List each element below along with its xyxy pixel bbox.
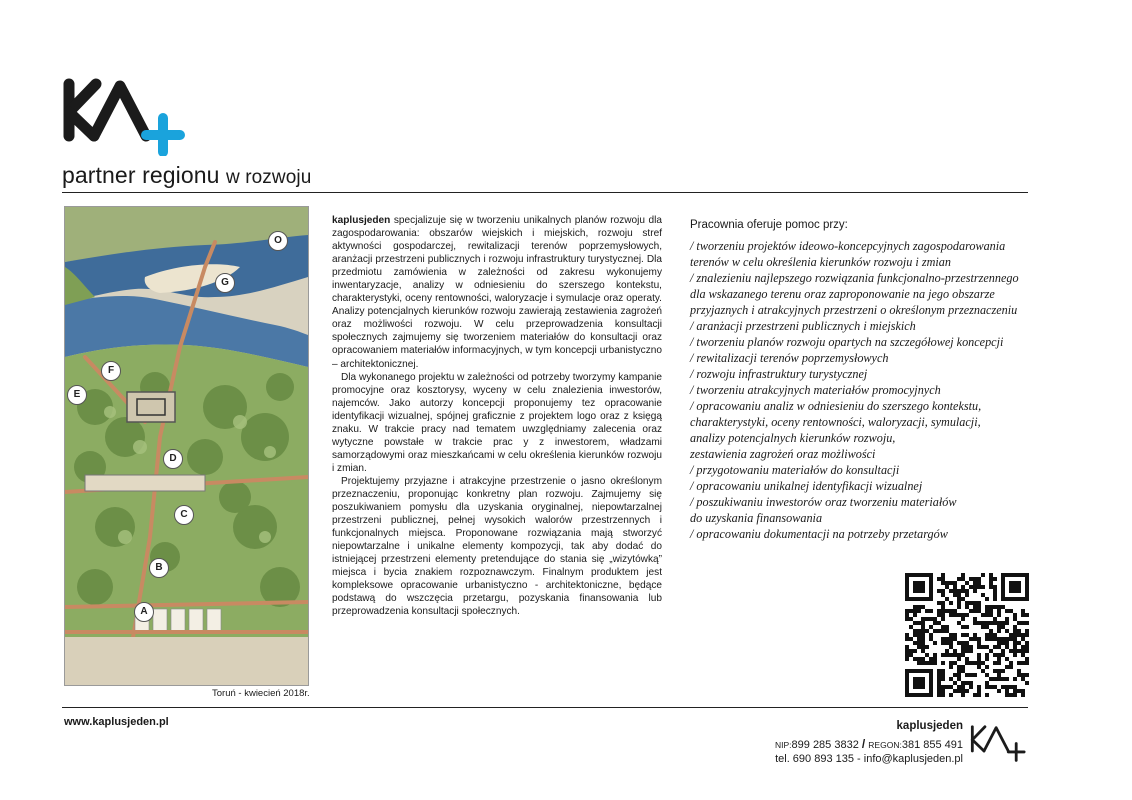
offer-line: / tworzeniu planów rozwoju opartych na szczegółowej koncepcji — [690, 335, 1004, 349]
tagline-small: w rozwoju — [226, 167, 312, 188]
offer-line: / znalezieniu najlepszego rozwiązania funkcjonalno-przestrzennego — [690, 271, 1019, 285]
header-divider — [62, 192, 1028, 193]
offer-line: / przygotowaniu materiałów do konsultacji — [690, 463, 900, 477]
zone-marker-a — [134, 601, 154, 622]
zone-marker-f — [101, 360, 121, 381]
website-link[interactable]: www.kaplusjeden.pl — [64, 716, 169, 728]
offer-line: analizy potencjalnych kierunków rozwoju, — [690, 431, 896, 445]
brand-name: kaplusjeden — [332, 215, 391, 226]
footer-divider — [62, 707, 1028, 708]
qr-finder-pattern — [905, 669, 933, 697]
description-paragraph-2: Dla wykonanego projektu w zależności od potrzeby tworzymy kampanie promocyjne oraz kosztorysy, wyceny w celu znalezienia inwestorów, najemców. Jako autorzy koncepcji proponujemy tez opracowanie identyfikacji wizualnej, spójnej graficznie z projektem logo oraz z księgą znaku. W trakcie pracy nad tematem uwzględniamy zalecenia oraz wytyczne powstałe w trakcie prac y z inwestorem, władzami samorządowymi oraz mieszkańcami w celu określenia kierunków rozwoju i zmian. — [332, 371, 662, 474]
nip-label: NIP: — [775, 740, 792, 750]
zone-label: C — [174, 505, 194, 525]
zone-marker-e — [67, 384, 87, 405]
offer-line: dla wskazanego terenu oraz zaproponowanie na jego obszarze — [690, 287, 995, 301]
offer-line: charakterystyki, oceny rentowności, waloryzacji, symulacji, — [690, 415, 981, 429]
offer-line: / opracowaniu analiz w odniesieniu do szerszego kontekstu, — [690, 399, 982, 413]
offer-line: zestawienia zagrożeń oraz możliwości — [690, 447, 876, 461]
zone-marker-o — [268, 230, 288, 251]
zone-label: F — [101, 361, 121, 381]
zone-label: O — [268, 231, 288, 251]
tagline-main: partner regionu — [62, 162, 220, 188]
map-caption: Toruń - kwiecień 2018r. — [212, 688, 310, 699]
offer-line: / rewitalizacji terenów poprzemysłowych — [690, 351, 889, 365]
ka-plus-small-logo — [969, 723, 1027, 765]
qr-code — [905, 573, 1029, 697]
description-paragraph — [332, 214, 662, 371]
ka-plus-logo — [62, 76, 186, 156]
nip-value: 899 285 3832 — [791, 739, 859, 751]
offer-line: / rozwoju infrastruktury turystycznej — [690, 367, 868, 381]
offer-line: / aranżacji przestrzeni publicznych i miejskich — [690, 319, 916, 333]
company-ids — [700, 737, 963, 751]
qr-finder-pattern — [1001, 573, 1029, 601]
offer-line: terenów w celu określenia kierunków rozwoju i zmian — [690, 255, 951, 269]
zone-label: D — [163, 449, 183, 469]
zone-marker-g — [215, 272, 235, 293]
offer-line: przyjaznych i atrakcyjnych przestrzeni o określonym przeznaczeniu — [690, 303, 1018, 317]
offer-list — [690, 238, 1019, 542]
offer-heading: Pracownia oferuje pomoc przy: — [690, 219, 848, 231]
offer-line: / opracowaniu unikalnej identyfikacji wizualnej — [690, 479, 923, 493]
description-text — [332, 214, 662, 618]
offer-line: / tworzeniu projektów ideowo-koncepcyjnych zagospodarowania — [690, 239, 1006, 253]
description-paragraph-3: Projektujemy przyjazne i atrakcyjne przestrzenie o jasno określonym przeznaczeniu, proponując konkretny plan rozwoju. Zajmujemy się poszukiwaniem pomysłu dla uzyskania oryginalnej, niepowtarzalnej przestrzeni publicznej, pełnej wysokich walorów przestrzennych i funkcjonalnych miejsca. Proponowane rozwiązania mają stworzyć niepowtarzalne i unikalne elementy kompozycji, tak aby dodać do istniejącej przestrzeni elementy pretendujące do stania się „wizytówką” miejsca i bycia znakiem rozpoznawczym. Finalnym produktem jest kompleksowe opracowanie urbanistyczno - architektoniczne, będące podstawą do wszczęcia przetargu, pozyskania finansowania lub przeprowadzenia konsultacji społecznych. — [332, 475, 662, 618]
regon-value: 381 855 491 — [901, 739, 963, 751]
id-separator: / — [861, 737, 866, 751]
paragraph-1-text: specjalizuje się w tworzeniu unikalnych planów rozwoju dla zagospodarowania: obszarów wiejskich i miejskich, rozwoju stref aktywności gospodarczej, rewitalizacji terenów poprzemysłowych, aranżacji przestrzeni publicznych i rozwoju infrastruktury turystycznej. Dla przedmiotu zamówienia w zależności od zakresu wykonujemy inwentaryzacje, analizy w odniesieniu do szerszego kontekstu, charakterystyki, oceny rentowności, waloryzacje i symulacje oraz operaty. Analizy potencjalnych kierunków rozwoju zawierają zestawienia zagrożeń oraz możliwości rozwoju. W celu przeprowadzenia konsultacji społecznych zajmujemy się tworzeniem materiałów do konsultacji oraz opracowaniem materiałów informacyjnych, w tym koncepcji urbanistyczno – architektonicznej. — [332, 215, 662, 370]
regon-label: REGON: — [868, 740, 902, 750]
offer-line: do uzyskania finansowania — [690, 511, 823, 525]
contact-info[interactable]: tel. 690 893 135 - info@kaplusjeden.pl — [775, 753, 963, 765]
company-name: kaplusjeden — [896, 720, 963, 732]
offer-line: / tworzeniu atrakcyjnych materiałów promocyjnych — [690, 383, 941, 397]
site-plan-illustration — [65, 207, 308, 685]
site-plan-map — [64, 206, 309, 686]
zone-marker-b — [149, 557, 169, 578]
zone-marker-d — [163, 448, 183, 469]
qr-finder-pattern — [905, 573, 933, 601]
zone-label: E — [67, 385, 87, 405]
zone-label: B — [149, 558, 169, 578]
tagline — [62, 162, 311, 189]
zone-label: G — [215, 273, 235, 293]
zone-label: A — [134, 602, 154, 622]
offer-line: / poszukiwaniu inwestorów oraz tworzeniu materiałów — [690, 495, 957, 509]
offer-line: / opracowaniu dokumentacji na potrzeby przetargów — [690, 527, 948, 541]
zone-marker-c — [174, 504, 194, 525]
